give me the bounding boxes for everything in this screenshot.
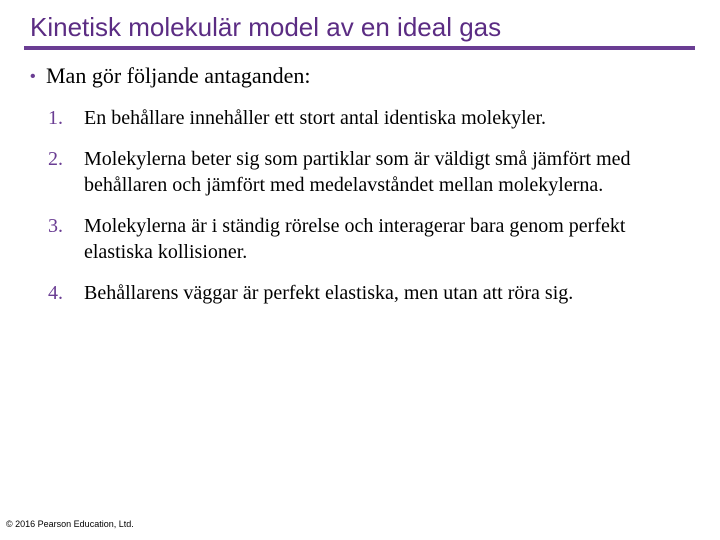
bullet-icon: • — [30, 68, 36, 85]
list-item-text: En behållare innehåller ett stort antal identiska molekyler. — [84, 107, 547, 129]
bullet-point — [30, 62, 311, 91]
list-item-text: Behållarens väggar är perfekt elastiska, men utan att röra sig. — [84, 282, 574, 304]
bullet-text: Man gör följande antaganden: — [46, 63, 311, 88]
list-item-text: Molekylerna är i ständig rörelse och interagerar bara genom perfekt elastiska kollisioner. — [84, 215, 626, 263]
list-item-number: 1. — [48, 107, 63, 129]
list-item — [48, 280, 688, 306]
slide-title: Kinetisk molekulär model av en ideal gas — [30, 12, 502, 42]
list-item-number: 2. — [48, 148, 63, 170]
copyright-footer: © 2016 Pearson Education, Ltd. — [6, 519, 134, 529]
list-item — [48, 146, 688, 198]
list-item — [48, 105, 688, 131]
list-item-number: 3. — [48, 215, 63, 237]
title-underline — [24, 46, 695, 50]
list-item — [48, 213, 688, 265]
assumption-list — [48, 105, 688, 321]
list-item-text: Molekylerna beter sig som partiklar som är väldigt små jämfört med behållaren och jämfört med medelavståndet mellan molekylerna. — [84, 148, 631, 196]
list-item-number: 4. — [48, 282, 63, 304]
